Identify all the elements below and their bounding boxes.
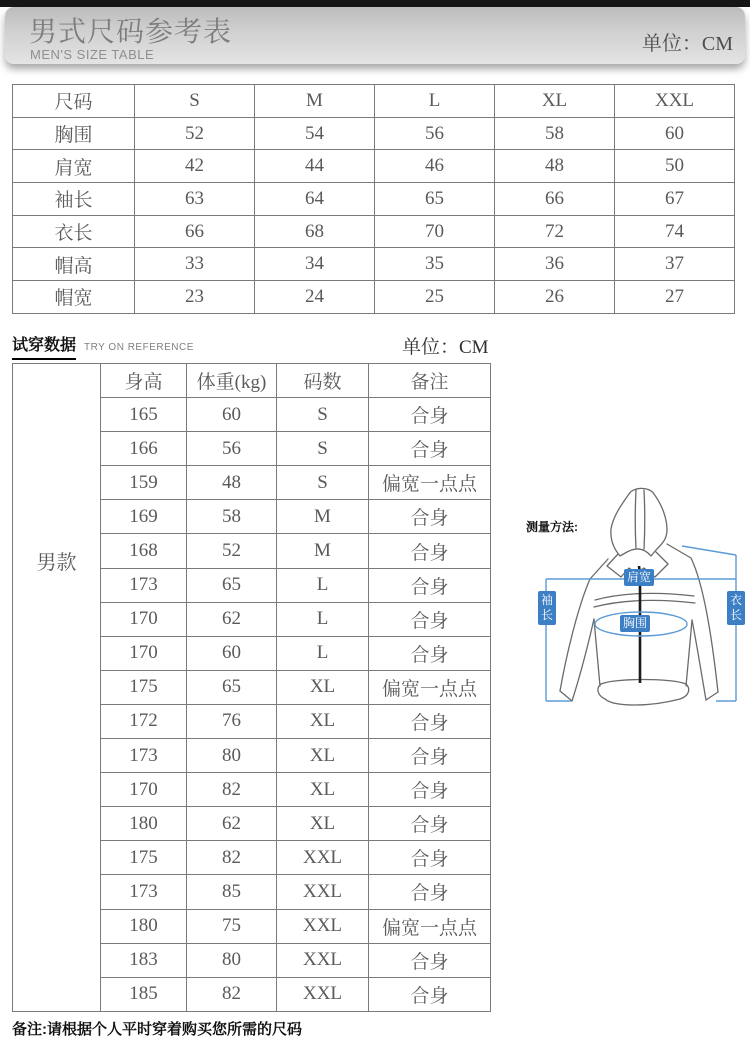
tryon-cell: L: [277, 636, 369, 670]
tryon-subtitle: TRY ON REFERENCE: [84, 342, 194, 353]
tryon-cell: 合身: [369, 841, 491, 875]
tryon-cell: XL: [277, 739, 369, 773]
tryon-cell: 合身: [369, 500, 491, 534]
tryon-cell: 172: [101, 704, 187, 738]
tryon-cell: 52: [187, 534, 277, 568]
top-dark-strip: [0, 0, 750, 7]
size-table-row: [13, 117, 735, 150]
sleeve-length-tag: 袖长: [538, 591, 556, 625]
size-value-cell: 35: [375, 248, 495, 281]
size-value-cell: 60: [615, 117, 735, 150]
size-row-label: 衣长: [13, 215, 135, 248]
tryon-cell: 180: [101, 909, 187, 943]
size-row-label: 袖长: [13, 183, 135, 216]
tryon-cell: 合身: [369, 977, 491, 1011]
size-row-label: 帽高: [13, 248, 135, 281]
tryon-table-body: [13, 364, 491, 1012]
tryon-cell: 合身: [369, 807, 491, 841]
size-table-row: [13, 183, 735, 216]
tryon-cell: XXL: [277, 841, 369, 875]
tryon-column-header: 身高: [101, 364, 187, 398]
tryon-cell: 62: [187, 602, 277, 636]
tryon-cell: 169: [101, 500, 187, 534]
tryon-column-header: 码数: [277, 364, 369, 398]
size-value-cell: 64: [255, 183, 375, 216]
tryon-cell: 80: [187, 739, 277, 773]
tryon-cell: S: [277, 466, 369, 500]
footnote: 备注:请根据个人平时穿着购买您所需的尺码: [12, 1021, 302, 1038]
tryon-cell: XXL: [277, 875, 369, 909]
tryon-cell: 合身: [369, 943, 491, 977]
tryon-cell: 合身: [369, 568, 491, 602]
tryon-column-header: 备注: [369, 364, 491, 398]
size-table-row: [13, 248, 735, 281]
size-value-cell: 34: [255, 248, 375, 281]
measurement-diagram: [510, 480, 750, 760]
size-column-header: M: [255, 85, 375, 118]
tryon-cell: 159: [101, 466, 187, 500]
size-value-cell: 50: [615, 150, 735, 183]
tryon-cell: M: [277, 500, 369, 534]
size-row-label: 胸围: [13, 117, 135, 150]
size-value-cell: 36: [495, 248, 615, 281]
page-subtitle: MEN'S SIZE TABLE: [30, 47, 155, 62]
size-value-cell: 25: [375, 281, 495, 314]
size-value-cell: 26: [495, 281, 615, 314]
tryon-title: 试穿数据: [12, 332, 76, 360]
tryon-cell: 合身: [369, 534, 491, 568]
tryon-cell: 合身: [369, 704, 491, 738]
tryon-table: [12, 363, 491, 1012]
tryon-cell: 合身: [369, 875, 491, 909]
size-value-cell: 56: [375, 117, 495, 150]
tryon-cell: 82: [187, 977, 277, 1011]
size-column-header: L: [375, 85, 495, 118]
size-value-cell: 33: [135, 248, 255, 281]
size-row-label: 帽宽: [13, 281, 135, 314]
tryon-cell: S: [277, 398, 369, 432]
size-table: [12, 84, 735, 314]
size-value-cell: 52: [135, 117, 255, 150]
size-value-cell: 66: [495, 183, 615, 216]
tryon-cell: XXL: [277, 977, 369, 1011]
size-value-cell: 23: [135, 281, 255, 314]
page-title: 男式尺码参考表: [29, 16, 233, 47]
size-value-cell: 72: [495, 215, 615, 248]
tryon-cell: L: [277, 602, 369, 636]
size-value-cell: 54: [255, 117, 375, 150]
tryon-cell: XL: [277, 773, 369, 807]
size-value-cell: 70: [375, 215, 495, 248]
tryon-cell: 偏宽一点点: [369, 909, 491, 943]
tryon-cell: 173: [101, 568, 187, 602]
shoulder-width-tag: 肩宽: [624, 569, 654, 586]
size-table-body: [13, 85, 735, 314]
tryon-cell: 168: [101, 534, 187, 568]
size-value-cell: 63: [135, 183, 255, 216]
tryon-unit-label: 单位：CM: [402, 337, 489, 358]
tryon-cell: 合身: [369, 432, 491, 466]
size-table-row: [13, 215, 735, 248]
tryon-cell: 173: [101, 739, 187, 773]
size-value-cell: 37: [615, 248, 735, 281]
tryon-cell: 58: [187, 500, 277, 534]
tryon-cell: M: [277, 534, 369, 568]
tryon-cell: 180: [101, 807, 187, 841]
size-table-row: [13, 281, 735, 314]
size-value-cell: 66: [135, 215, 255, 248]
tryon-cell: 166: [101, 432, 187, 466]
tryon-cell: 60: [187, 636, 277, 670]
size-value-cell: 74: [615, 215, 735, 248]
tryon-cell: 183: [101, 943, 187, 977]
unit-label: 单位：CM: [641, 33, 733, 55]
tryon-cell: 偏宽一点点: [369, 466, 491, 500]
tryon-cell: 185: [101, 977, 187, 1011]
tryon-cell: XL: [277, 704, 369, 738]
tryon-cell: 偏宽一点点: [369, 670, 491, 704]
tryon-cell: 82: [187, 841, 277, 875]
tryon-cell: 170: [101, 602, 187, 636]
tryon-cell: 82: [187, 773, 277, 807]
tryon-cell: 合身: [369, 773, 491, 807]
tryon-cell: 合身: [369, 398, 491, 432]
tryon-cell: 170: [101, 773, 187, 807]
size-column-header: S: [135, 85, 255, 118]
tryon-cell: 62: [187, 807, 277, 841]
tryon-group-cell: 男款: [13, 364, 101, 1012]
size-row-label: 肩宽: [13, 150, 135, 183]
tryon-cell: 175: [101, 841, 187, 875]
tryon-cell: 56: [187, 432, 277, 466]
tryon-cell: 合身: [369, 636, 491, 670]
tryon-cell: 76: [187, 704, 277, 738]
tryon-cell: 75: [187, 909, 277, 943]
size-table-row: [13, 150, 735, 183]
tryon-cell: 65: [187, 670, 277, 704]
tryon-header-row: [13, 364, 491, 398]
size-value-cell: 44: [255, 150, 375, 183]
tryon-cell: L: [277, 568, 369, 602]
size-value-cell: 27: [615, 281, 735, 314]
tryon-cell: XL: [277, 670, 369, 704]
size-value-cell: 46: [375, 150, 495, 183]
tryon-cell: 85: [187, 875, 277, 909]
tryon-cell: 165: [101, 398, 187, 432]
tryon-cell: 合身: [369, 739, 491, 773]
garment-length-tag: 衣长: [727, 591, 745, 625]
size-table-corner: 尺码: [13, 85, 135, 118]
size-value-cell: 24: [255, 281, 375, 314]
tryon-section-header: [12, 332, 738, 358]
size-table-header-row: [13, 85, 735, 118]
chest-tag: 胸围: [620, 615, 650, 632]
size-column-header: XL: [495, 85, 615, 118]
tryon-column-header: 体重(kg): [187, 364, 277, 398]
tryon-cell: 48: [187, 466, 277, 500]
size-value-cell: 58: [495, 117, 615, 150]
size-value-cell: 68: [255, 215, 375, 248]
tryon-cell: 合身: [369, 602, 491, 636]
tryon-cell: 80: [187, 943, 277, 977]
size-value-cell: 48: [495, 150, 615, 183]
diagram-title: 测量方法:: [526, 520, 578, 534]
tryon-cell: S: [277, 432, 369, 466]
tryon-cell: 173: [101, 875, 187, 909]
size-value-cell: 67: [615, 183, 735, 216]
size-value-cell: 42: [135, 150, 255, 183]
size-column-header: XXL: [615, 85, 735, 118]
tryon-cell: 170: [101, 636, 187, 670]
tryon-cell: XL: [277, 807, 369, 841]
tryon-cell: XXL: [277, 909, 369, 943]
tryon-cell: 60: [187, 398, 277, 432]
size-value-cell: 65: [375, 183, 495, 216]
tryon-cell: XXL: [277, 943, 369, 977]
tryon-cell: 175: [101, 670, 187, 704]
header-banner: [5, 7, 745, 64]
tryon-cell: 65: [187, 568, 277, 602]
